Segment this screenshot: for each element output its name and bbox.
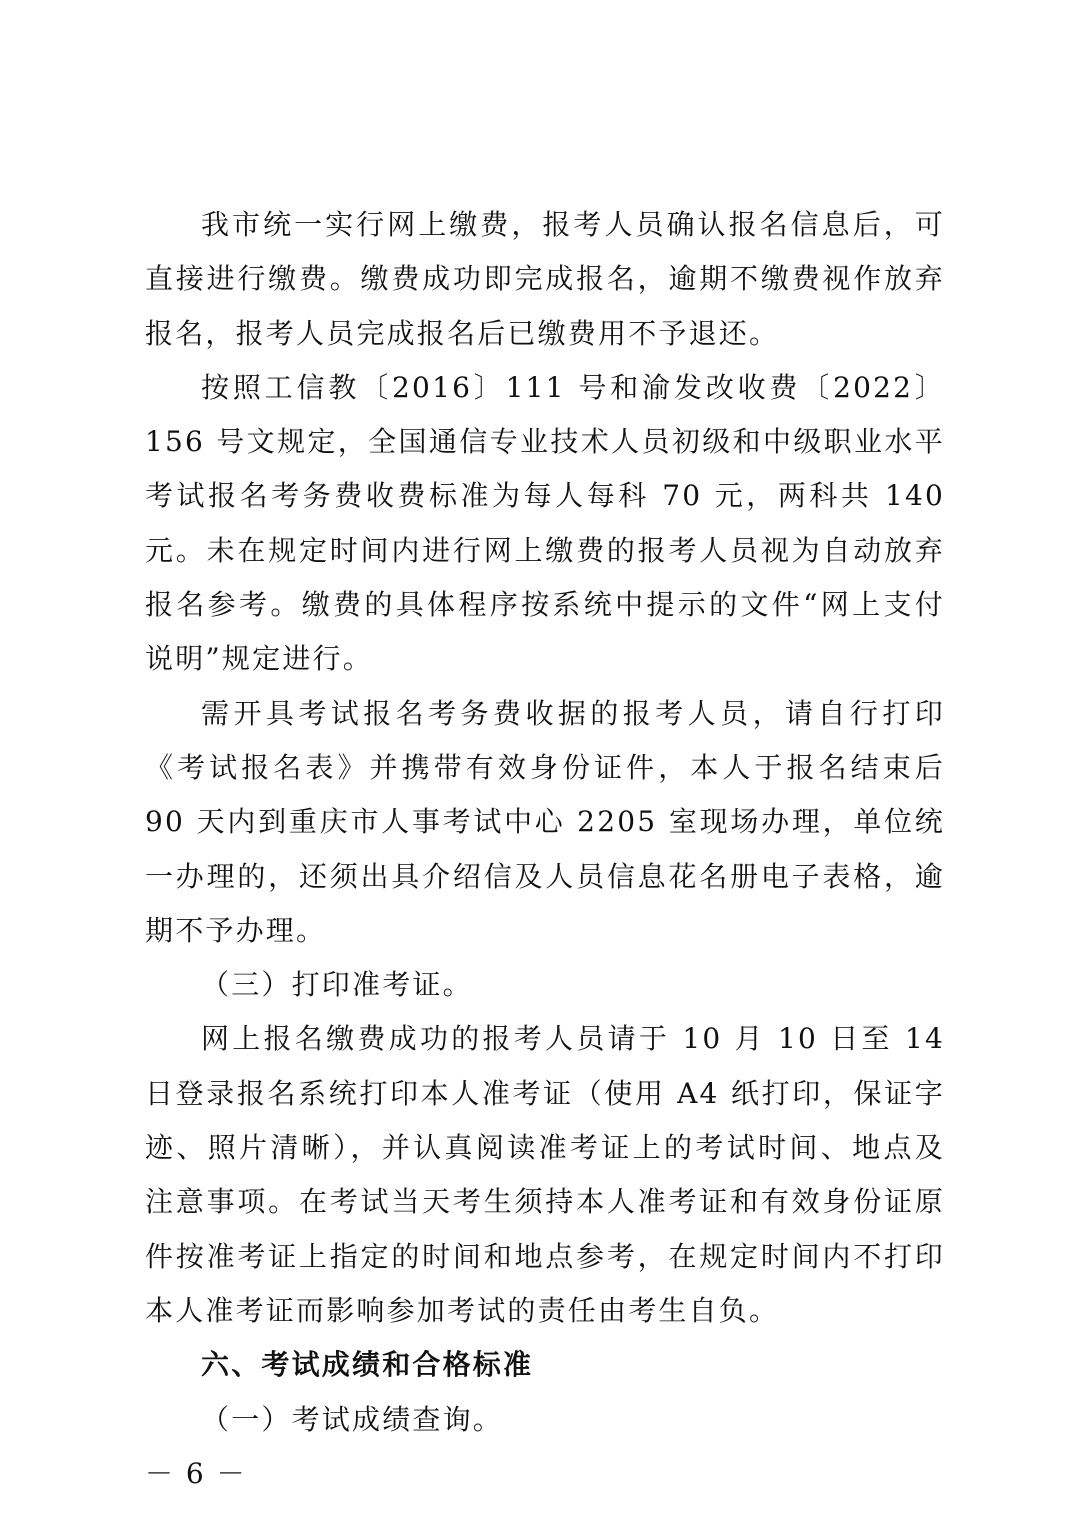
paragraph-receipt: 需开具考试报名考务费收据的报考人员，请自行打印《考试报名表》并携带有效身份证件，本人于报名结束后 90 天内到重庆市人事考试中心 2205 室现场办理，单位统一办理的，还须出具介绍信及人员信息花名册电子表格，逾期不予办理。 <box>145 696 945 947</box>
document-body <box>145 198 945 1447</box>
paragraph-print-admission-ticket: 网上报名缴费成功的报考人员请于 10 月 10 日至 14 日登录报名系统打印本人准考证（使用 A4 纸打印，保证字迹、照片清晰），并认真阅读准考证上的考试时间、地点及注意事项。在考试当天考生须持本人准考证和有效身份证原件按准考证上指定的时间和地点参考，在规定时间内不打印本人准考证而影响参加考试的责任由考生自负。 <box>145 1022 945 1327</box>
section-heading-scores: 六、考试成绩和合格标准 <box>201 1348 534 1382</box>
subheading-score-query: （一）考试成绩查询。 <box>201 1402 504 1436</box>
paragraph-online-payment: 我市统一实行网上缴费，报考人员确认报名信息后，可直接进行缴费。缴费成功即完成报名，逾期不缴费视作放弃报名，报考人员完成报名后已缴费用不予退还。 <box>145 208 945 350</box>
subheading-print-admission-ticket: （三）打印准考证。 <box>201 968 473 1002</box>
paragraph-fee-standard: 按照工信教〔2016〕111 号和渝发改收费〔2022〕156 号文规定，全国通信专业技术人员初级和中级职业水平考试报名考务费收费标准为每人每科 70 元，两科共 140 元。未在规定时间内进行网上缴费的报考人员视为自动放弃报名参考。缴费的具体程序按系统中提示的文件“网上支付说明”规定进行。 <box>145 370 945 676</box>
page-number: － 6 － <box>145 1457 247 1490</box>
